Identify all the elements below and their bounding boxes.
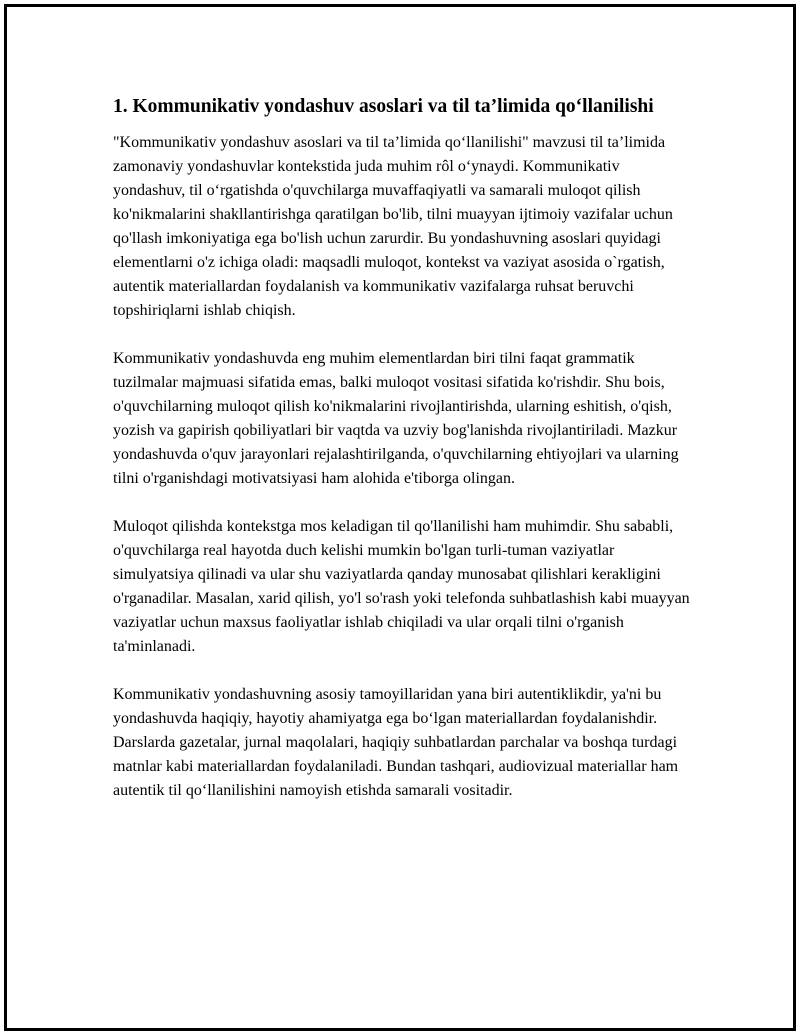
paragraph-4: Kommunikativ yondashuvning asosiy tamoyillaridan yana biri autentiklikdir, ya'ni bu yondashuvda haqiqiy, hayotiy ahamiyatga ega bo‘lgan materiallardan foydalanishdir. Darslarda gazetalar, jurnal maqolalari, haqiqiy suhbatlardan parchalar va boshqa turdagi matnlar kabi materiallardan foydalaniladi. Bundan tashqari, audiovizual materiallar ham autentik til qo‘llanilishini namoyish etishda samarali vositadir.	[113, 686, 679, 799]
document-body	[113, 94, 693, 827]
paragraph-3: Muloqot qilishda kontekstga mos keladigan til qo'llanilishi ham muhimdir. Shu sababli, o'quvchilarga real hayotda duch kelishi mumkin bo'lgan turli-tuman vaziyatlar simulyatsiya qilinadi va ular shu vaziyatlarda qanday munosabat qilishlari kerakligini o'rganadilar. Masalan, xarid qilish, yo'l so'rash yoki telefonda suhbatlashish kabi muayyan vaziyatlar uchun maxsus faoliyatlar ishlab chiqiladi va ular orqali tilni o'rganish ta'minlanadi.	[113, 518, 690, 655]
paragraph-1: "Kommunikativ yondashuv asoslari va til ta’limida qo‘llanilishi" mavzusi til ta’limida zamonaviy yondashuvlar kontekstida juda muhim rôl o‘ynaydi. Kommunikativ yondashuv, til o‘rgatishda o'quvchilarga muvaffaqiyatli va samarali muloqot qilish ko'nikmalarini shakllantirishga qaratilgan bo'lib, tilni muayyan ijtimoiy vazifalar uchun qo'llash imkoniyatiga ega bo'lish uchun zarurdir. Bu yondashuvning asoslari quyidagi elementlarni o'z ichiga oladi: maqsadli muloqot, kontekst va vaziyat asosida o`rgatish, autentik materiallardan foydalanish va kommunikativ vazifalarga ruhsat beruvchi topshiriqlarni ishlab chiqish.	[113, 134, 673, 319]
section-heading: 1. Kommunikativ yondashuv asoslari va til ta’limida qo‘llanilishi	[113, 96, 654, 117]
paragraph-2: Kommunikativ yondashuvda eng muhim elementlardan biri tilni faqat grammatik tuzilmalar majmuasi sifatida emas, balki muloqot vositasi sifatida ko'rishdir. Shu bois, o'quvchilarning muloqot qilish ko'nikmalarini rivojlantirishda, ularning eshitish, o'qish, yozish va gapirish qobiliyatlari bir vaqtda va uzviy bog'lanishda rivojlantiriladi. Mazkur yondashuvda o'quv jarayonlari rejalashtirilganda, o'quvchilarning ehtiyojlari va ularning tilni o'rganishdagi motivatsiyasi ham alohida e'tiborga olingan.	[113, 350, 679, 487]
